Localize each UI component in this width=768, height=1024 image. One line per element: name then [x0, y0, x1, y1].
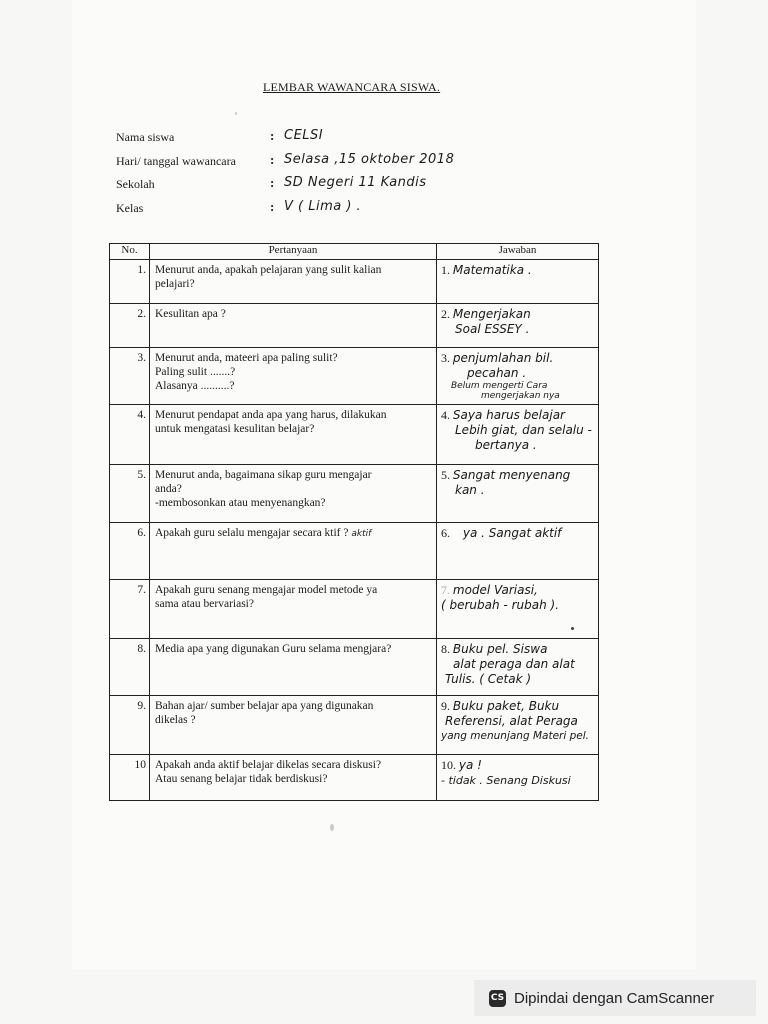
- camscanner-logo-icon: CS: [489, 990, 506, 1007]
- question-cell: [150, 755, 437, 801]
- answer-number: 8.: [441, 642, 450, 656]
- answer-number: 1.: [441, 263, 450, 277]
- question-line: -membosonkan atau menyenangkan?: [155, 497, 326, 509]
- answer-line: Buku paket, Buku: [452, 699, 560, 713]
- answer-number: 9.: [441, 699, 450, 713]
- table-row: [110, 348, 599, 405]
- info-value-class: V ( Lima ) .: [284, 199, 362, 214]
- answer-cell: [437, 523, 599, 580]
- question-line: Media apa yang digunakan Guru selama mengjara?: [155, 643, 392, 655]
- question-cell: [150, 639, 437, 696]
- answer-cell: [437, 580, 599, 639]
- question-line: Apakah guru selalu mengajar secara ktif ?: [155, 527, 349, 539]
- row-number: 6.: [110, 523, 150, 580]
- row-number: 4.: [110, 405, 150, 465]
- table-header-row: [110, 244, 599, 260]
- question-line: pelajari?: [155, 278, 195, 290]
- answer-line: Mengerjakan: [452, 307, 531, 321]
- answer-line: - tidak . Senang Diskusi: [441, 774, 571, 787]
- scan-speck: [330, 824, 334, 831]
- row-number: 3.: [110, 348, 150, 405]
- question-cell: [150, 465, 437, 523]
- answer-line: pecahan .: [467, 366, 527, 380]
- table-row: [110, 580, 599, 639]
- question-cell: [150, 348, 437, 405]
- answer-line: Saya harus belajar: [452, 408, 565, 422]
- question-line: Paling sulit .......?: [155, 366, 236, 378]
- answer-number: 7.: [441, 583, 450, 597]
- document-title: LEMBAR WAWANCARA SISWA.: [263, 80, 441, 94]
- answer-note: mengerjakan nya: [481, 391, 560, 401]
- header-answer: Jawaban: [437, 244, 599, 260]
- answer-number: 5.: [441, 468, 450, 482]
- question-cell: [150, 405, 437, 465]
- question-line: Kesulitan apa ?: [155, 308, 226, 320]
- question-line: Menurut anda, bagaimana sikap guru mengajar: [155, 469, 372, 481]
- answer-line: Sangat menyenang: [452, 468, 571, 482]
- question-handwritten-note: aktif: [351, 529, 372, 539]
- answer-cell: [437, 639, 599, 696]
- table-row: [110, 260, 599, 304]
- question-line: Apakah anda aktif belajar dikelas secara diskusi?: [155, 759, 382, 771]
- answer-line: kan .: [455, 483, 485, 497]
- answer-line: model Variasi,: [452, 583, 538, 597]
- answer-line: yang menunjang Materi pel.: [441, 730, 589, 742]
- question-line: sama atau bervariasi?: [155, 598, 254, 610]
- row-number: 8.: [110, 639, 150, 696]
- header-question: Pertanyaan: [150, 244, 437, 260]
- question-cell: [150, 523, 437, 580]
- answer-cell: [437, 405, 599, 465]
- question-line: dikelas ?: [155, 714, 196, 726]
- question-line: Menurut anda, mateeri apa paling sulit?: [155, 352, 338, 364]
- info-colon: :: [270, 175, 275, 190]
- row-number: 10: [110, 755, 150, 801]
- answer-line: ya !: [458, 758, 482, 772]
- table-row: [110, 304, 599, 348]
- question-cell: [150, 260, 437, 304]
- question-line: anda?: [155, 483, 182, 495]
- answer-number: 3.: [441, 351, 450, 365]
- answer-cell: [437, 465, 599, 523]
- answer-line: bertanya .: [475, 438, 537, 452]
- table-row: [110, 465, 599, 523]
- table-row: [110, 696, 599, 755]
- info-value-date: Selasa ,15 oktober 2018: [284, 152, 455, 167]
- interview-table: [109, 243, 599, 801]
- answer-line: ( berubah - rubah ).: [441, 598, 559, 612]
- camscanner-watermark: [474, 980, 756, 1016]
- row-number: 9.: [110, 696, 150, 755]
- table-row: [110, 523, 599, 580]
- table-row: [110, 639, 599, 696]
- info-colon: :: [270, 128, 275, 143]
- question-line: untuk mengatasi kesulitan belajar?: [155, 423, 315, 435]
- answer-line: alat peraga dan alat: [453, 657, 575, 671]
- info-colon: :: [270, 199, 275, 214]
- camscanner-label: Dipindai dengan CamScanner: [514, 989, 715, 1007]
- header-no: No.: [110, 244, 150, 260]
- scan-speck: [571, 627, 574, 630]
- question-line: Menurut anda, apakah pelajaran yang sulit kalian: [155, 264, 382, 276]
- answer-cell: [437, 696, 599, 755]
- answer-cell: [437, 304, 599, 348]
- info-label-class: Kelas: [116, 201, 144, 215]
- question-line: Alasanya ..........?: [155, 380, 235, 392]
- row-number: 7.: [110, 580, 150, 639]
- question-line: Bahan ajar/ sumber belajar apa yang digunakan: [155, 700, 374, 712]
- answer-number: 2.: [441, 307, 450, 321]
- info-label-school: Sekolah: [116, 177, 155, 191]
- info-value-school: SD Negeri 11 Kandis: [284, 175, 427, 190]
- question-line: Apakah guru senang mengajar model metode ya: [155, 584, 378, 596]
- answer-line: Tulis. ( Cetak ): [445, 672, 532, 686]
- table-row: [110, 755, 599, 801]
- scan-speck: [235, 112, 237, 115]
- info-label-name: Nama siswa: [116, 130, 175, 144]
- info-value-name: CELSI: [284, 128, 324, 143]
- question-line: Menurut pendapat anda apa yang harus, dilakukan: [155, 409, 387, 421]
- info-label-date: Hari/ tanggal wawancara: [116, 154, 236, 168]
- row-number: 2.: [110, 304, 150, 348]
- row-number: 5.: [110, 465, 150, 523]
- answer-line: Matematika .: [452, 263, 532, 277]
- answer-line: Lebih giat, dan selalu -: [455, 423, 592, 437]
- answer-number: 6.: [441, 526, 450, 540]
- question-cell: [150, 580, 437, 639]
- row-number: 1.: [110, 260, 150, 304]
- answer-line: Soal ESSEY .: [455, 322, 530, 336]
- info-colon: :: [270, 152, 275, 167]
- answer-number: 4.: [441, 408, 450, 422]
- table-row: [110, 405, 599, 465]
- question-line: Atau senang belajar tidak berdiskusi?: [155, 773, 328, 785]
- question-cell: [150, 696, 437, 755]
- answer-number: 10.: [441, 758, 456, 772]
- answer-line: Referensi, alat Peraga: [445, 714, 578, 728]
- answer-cell: [437, 260, 599, 304]
- answer-line: ya . Sangat aktif: [462, 526, 562, 540]
- answer-note: Belum mengerti Cara: [451, 381, 548, 391]
- answer-cell: [437, 348, 599, 405]
- answer-cell: [437, 755, 599, 801]
- question-cell: [150, 304, 437, 348]
- answer-line: Buku pel. Siswa: [452, 642, 548, 656]
- answer-line: penjumlahan bil.: [452, 351, 554, 365]
